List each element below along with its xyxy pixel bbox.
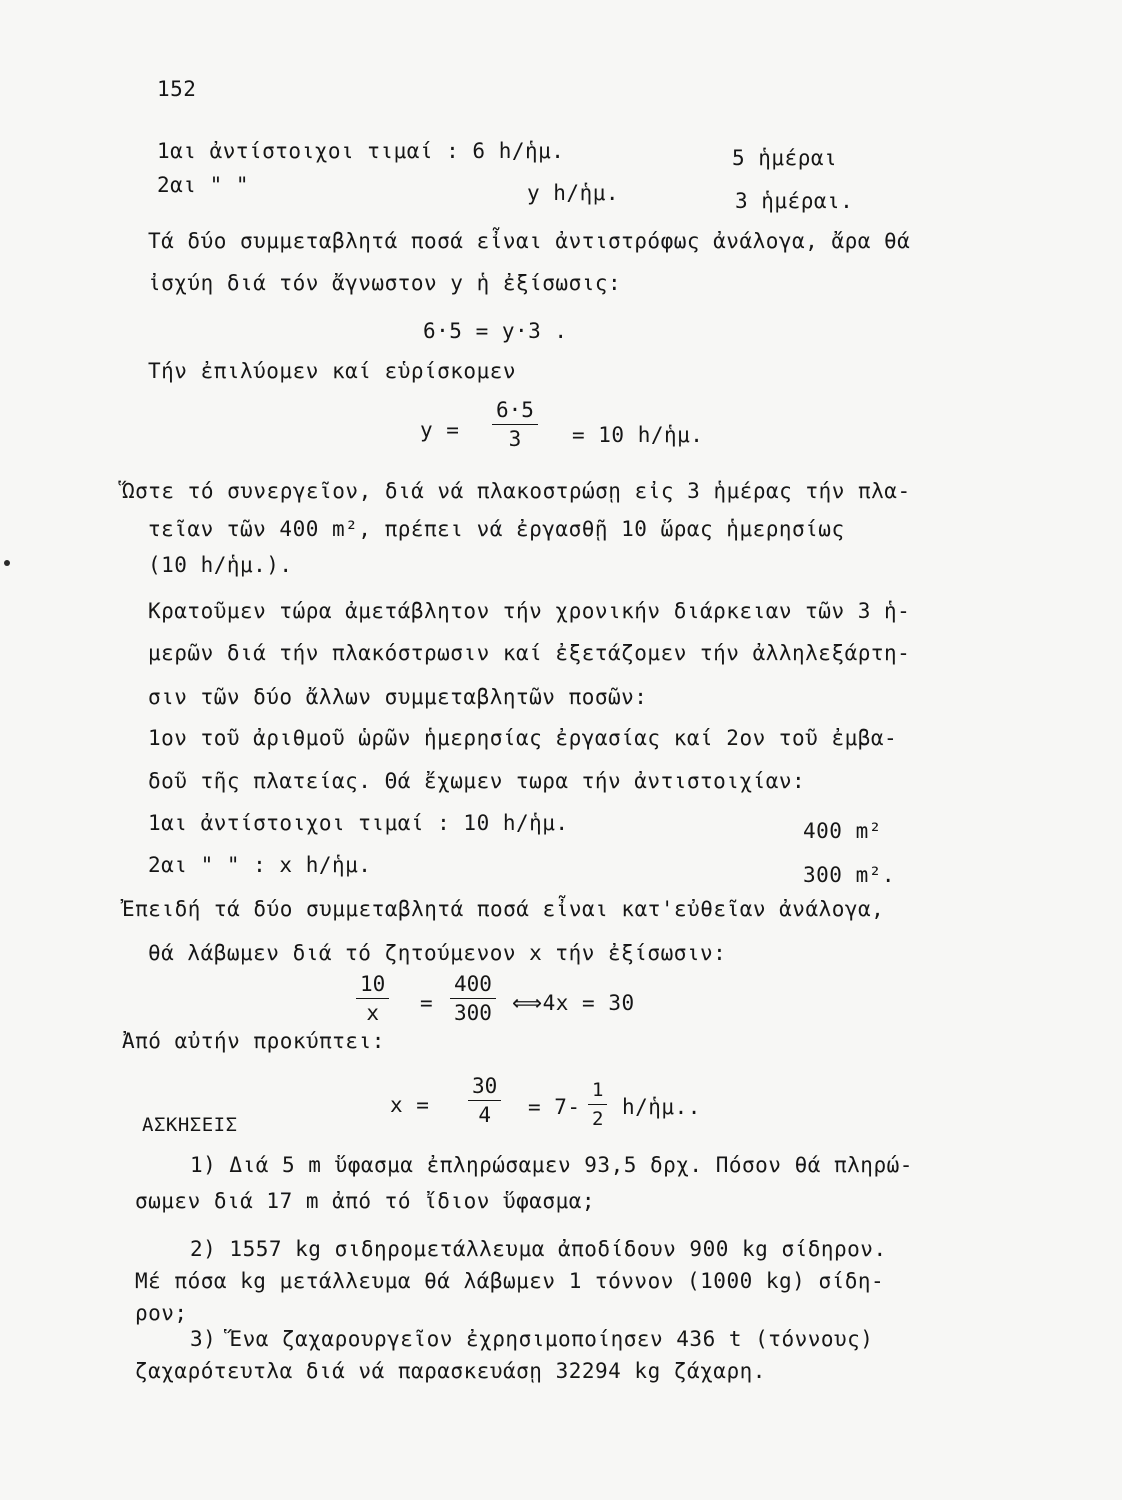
equation-4-rhs: h/ἡμ.. [622, 1095, 701, 1119]
correspondence-line-3-area: 400 m² [803, 819, 882, 843]
correspondence-line-1: 1αι ἀντίστοιχοι τιμαί : 6 h/ἡμ. [157, 139, 565, 163]
correspondence-line-2-days: 3 ἡμέραι. [735, 189, 854, 213]
equation-4-lhs: x = [390, 1093, 430, 1117]
correspondence-line-4: 2αι " " : x h/ἡμ. [148, 853, 372, 877]
equation-3-fraction-left [356, 972, 389, 1025]
exercise-2-line-3: ρον; [135, 1301, 188, 1325]
text-line: Ἐπειδή τά δύο συμμεταβλητά ποσά εἶναι κατ'εὐθεῖαν ἀνάλογα, [122, 897, 885, 921]
equation-2-rhs: = 10 h/ἡμ. [572, 423, 704, 447]
exercise-3-line-2: ζαχαρότευτλα διά νά παρασκευάσῃ 32294 kg ζάχαρη. [135, 1359, 766, 1383]
exercise-1-line-1: 1) Διά 5 m ὕφασμα ἐπληρώσαμεν 93,5 δρχ. Πόσον θά πληρώ- [190, 1153, 913, 1177]
fraction-denominator: x [366, 1001, 379, 1025]
text-line: τεῖαν τῶν 400 m², πρέπει νά ἐργασθῇ 10 ὥρας ἡμερησίως [148, 517, 845, 541]
equation-3-fraction-right [450, 972, 496, 1025]
page-number: 152 [157, 77, 197, 101]
text-line: σιν τῶν δύο ἄλλων συμμεταβλητῶν ποσῶν: [148, 685, 648, 709]
correspondence-line-4-area: 300 m². [803, 863, 896, 887]
equation-2-lhs: y = [420, 418, 460, 442]
equation-4-mid: = 7- [528, 1095, 581, 1119]
text-line: Ἀπό αὐτήν προκύπτει: [122, 1029, 385, 1053]
correspondence-line-2: 2αι " " [157, 173, 250, 197]
text-line: (10 h/ἡμ.). [148, 553, 293, 577]
equation-2-fraction [492, 398, 538, 451]
text-line: ἰσχύη διά τόν ἄγνωστον y ἡ ἐξίσωσις: [148, 271, 622, 295]
exercise-1-line-2: σωμεν διά 17 m ἀπό τό ἴδιον ὕφασμα; [135, 1189, 596, 1213]
fraction-denominator: 2 [592, 1108, 604, 1130]
equation-1: 6·5 = y·3 . [423, 319, 568, 343]
equation-4-mixed-fraction [588, 1078, 607, 1131]
fraction-denominator: 3 [508, 427, 522, 451]
text-line: Τά δύο συμμεταβλητά ποσά εἶναι ἀντιστρόφως ἀνάλογα, ἄρα θά [148, 229, 911, 253]
fraction-numerator: 10 [356, 972, 389, 999]
fraction-denominator: 4 [478, 1103, 491, 1127]
exercise-3-line-1: 3) Ἕνα ζαχαρουργεῖον ἐχρησιμοποίησεν 436 t (τόννους) [190, 1327, 874, 1351]
margin-ink-mark [4, 560, 10, 566]
equation-3-rhs: ⟺4x = 30 [512, 991, 635, 1015]
fraction-denominator: 300 [454, 1001, 492, 1025]
text-line: 1ον τοῦ ἀριθμοῦ ὡρῶν ἡμερησίας ἐργασίας καί 2ον τοῦ ἐμβα- [148, 726, 898, 750]
exercise-2-line-1: 2) 1557 kg σιδηρομετάλλευμα ἀποδίδουν 900 kg σίδηρον. [190, 1237, 887, 1261]
fraction-numerator: 6·5 [492, 398, 538, 425]
text-line: μερῶν διά τήν πλακόστρωσιν καί ἐξετάζομεν τήν ἀλληλεξάρτη- [148, 641, 911, 665]
correspondence-line-3: 1αι ἀντίστοιχοι τιμαί : 10 h/ἡμ. [148, 811, 569, 835]
correspondence-line-2-hours: y h/ἡμ. [527, 181, 620, 205]
text-line: δοῦ τῆς πλατείας. Θά ἔχωμεν τωρα τήν ἀντιστοιχίαν: [148, 769, 806, 793]
fraction-numerator: 1 [588, 1078, 607, 1105]
section-heading: ΑΣΚΗΣΕΙΣ [142, 1114, 238, 1136]
text-line: Τήν ἐπιλύομεν καί εὑρίσκομεν [148, 359, 517, 383]
text-line: θά λάβωμεν διά τό ζητούμενον x τήν ἐξίσωσιν: [148, 941, 727, 965]
equation-4-fraction [468, 1074, 501, 1127]
text-line: Κρατοῦμεν τώρα ἀμετάβλητον τήν χρονικήν διάρκειαν τῶν 3 ἡ- [148, 599, 911, 623]
exercise-2-line-2: Μέ πόσα kg μετάλλευμα θά λάβωμεν 1 τόννον (1000 kg) σίδη- [135, 1269, 885, 1293]
fraction-numerator: 30 [468, 1074, 501, 1101]
correspondence-line-1-days: 5 ἡμέραι [732, 146, 838, 170]
equation-3-equals: = [420, 991, 434, 1015]
fraction-numerator: 400 [450, 972, 496, 999]
text-line: Ὥστε τό συνεργεῖον, διά νά πλακοστρώσῃ εἰς 3 ἡμέρας τήν πλα- [122, 479, 911, 503]
